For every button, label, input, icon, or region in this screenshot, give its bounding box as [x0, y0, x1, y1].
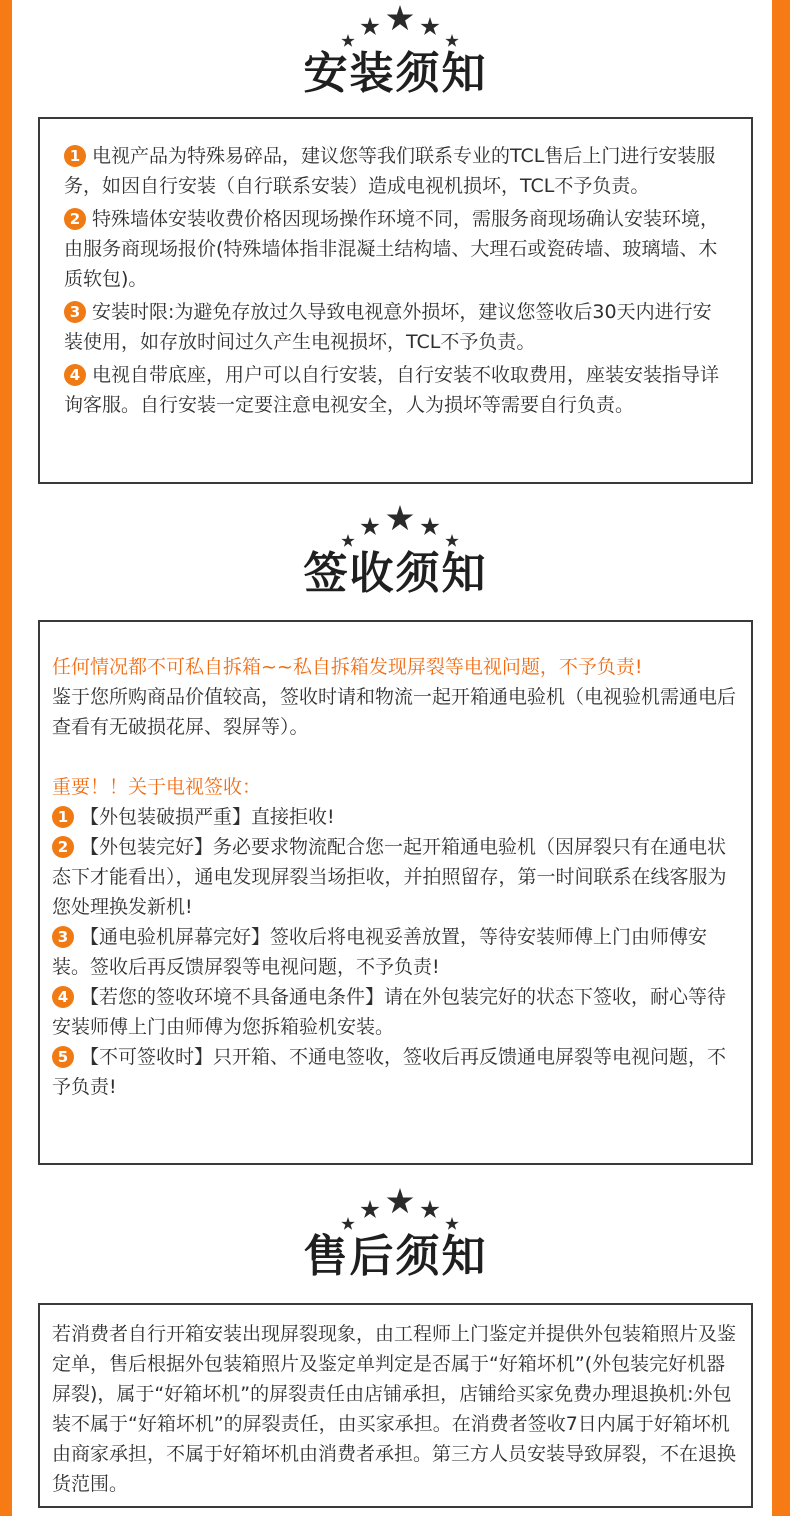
number-badge-icon: 5: [52, 1046, 74, 1068]
stars-icon: [38, 4, 753, 48]
install-item-4: 4 电视自带底座，用户可以自行安装，自行安装不收取费用，座装安装指导详询客服。自行安装一定要注意电视安全，人为损坏等需要自行负责。: [64, 364, 720, 416]
receipt-warning: 任何情况都不可私自拆箱~~私自拆箱发现屏裂等电视问题，不予负责!: [52, 656, 643, 678]
receipt-important: 重要！！关于电视签收：: [52, 776, 262, 798]
receipt-heading: [38, 504, 753, 600]
number-badge-icon: 3: [52, 926, 74, 948]
aftersales-title: 售后须知: [303, 1231, 488, 1282]
aftersales-text: 若消费者自行开箱安装出现屏裂现象，由工程师上门鉴定并提供外包装箱照片及鉴定单，售后根据外包装箱照片及鉴定单判定是否属于“好箱坏机”(外包装完好机器屏裂)，属于“好箱坏机”的屏裂责任由店铺承担，店铺给买家免费办理退换机:外包装不属于“好箱坏机”的屏裂责任，由买家承担。在消费者签收7日内属于好箱坏机由商家承担，不属于好箱坏机由消费者承担。第三方人员安装导致屏裂，不在退换货范围。: [52, 1323, 737, 1495]
aftersales-notice-box: [38, 1303, 753, 1508]
install-item-1: 1 电视产品为特殊易碎品，建议您等我们联系专业的TCL售后上门进行安装服务，如因自行安装（自行联系安装）造成电视机损坏，TCL不予负责。: [64, 145, 716, 197]
receipt-notice-box: [38, 620, 753, 1165]
receipt-item-1: 1 【外包装破损严重】直接拒收!: [52, 802, 739, 832]
receipt-intro: 鉴于您所购商品价值较高，签收时请和物流一起开箱通电验机（电视验机需通电后查看有无破损花屏、裂屏等）。: [52, 686, 737, 738]
install-item-3: 3 安装时限:为避免存放过久导致电视意外损坏，建议您签收后30天内进行安装使用，如存放时间过久产生电视损坏，TCL不予负责。: [64, 301, 712, 353]
install-heading: [38, 4, 753, 100]
number-badge-icon: 2: [52, 836, 74, 858]
install-item-2: 2 特殊墙体安装收费价格因现场操作环境不同，需服务商现场确认安装环境，由服务商现场报价(特殊墙体指非混凝土结构墙、大理石或瓷砖墙、玻璃墙、木质软包)。: [64, 208, 720, 290]
stars-icon: [38, 504, 753, 548]
spacer: [52, 742, 739, 772]
number-badge-icon: 1: [64, 145, 86, 167]
install-title: 安装须知: [303, 48, 488, 99]
receipt-item-4: 4 【若您的签收环境不具备通电条件】请在外包装完好的状态下签收，耐心等待安装师傅上门由师傅为您拆箱验机安装。: [52, 986, 727, 1038]
receipt-item-5: 5 【不可签收时】只开箱、不通电签收，签收后再反馈通电屏裂等电视问题，不予负责!: [52, 1046, 727, 1098]
receipt-title: 签收须知: [303, 548, 488, 599]
number-badge-icon: 3: [64, 301, 86, 323]
number-badge-icon: 2: [64, 208, 86, 230]
receipt-item-3: 3 【通电验机屏幕完好】签收后将电视妥善放置，等待安装师傅上门由师傅安装。签收后再反馈屏裂等电视问题，不予负责!: [52, 926, 708, 978]
number-badge-icon: 4: [64, 364, 86, 386]
number-badge-icon: 1: [52, 806, 74, 828]
receipt-item-2: 2 【外包装完好】务必要求物流配合您一起开箱通电验机（因屏裂只有在通电状态下才能看出），通电发现屏裂当场拒收，并拍照留存，第一时间联系在线客服为您处理换发新机!: [52, 836, 727, 918]
number-badge-icon: 4: [52, 986, 74, 1008]
aftersales-heading: [38, 1187, 753, 1283]
install-notice-box: [38, 117, 753, 484]
stars-icon: [38, 1187, 753, 1231]
